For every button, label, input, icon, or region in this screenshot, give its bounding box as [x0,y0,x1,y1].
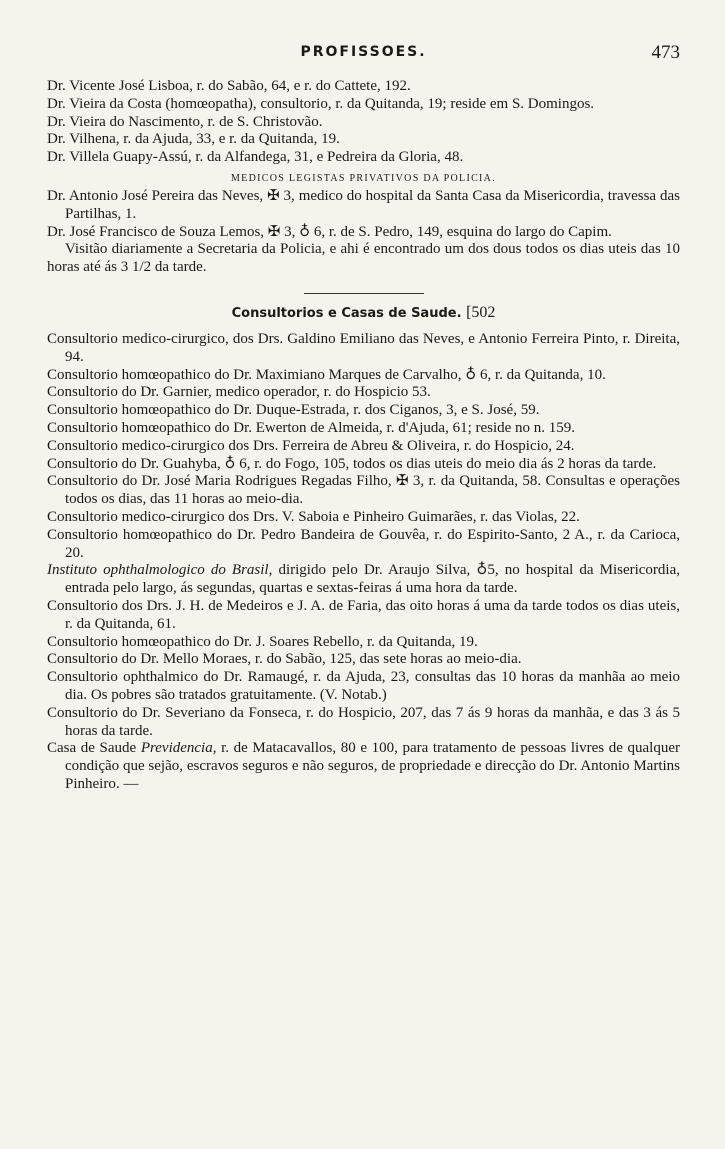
doctor-entry: Dr. Vicente José Lisboa, r. do Sabão, 64, e r. do Cattete, 192. [47,78,411,94]
consultorio-entry: Consultorio do Dr. Guahyba, ♁ 6, r. do Fogo, 105, todos os dias uteis do meio dia ás 2 horas da tarde. [47,455,657,472]
legista-entry: Dr. José Francisco de Souza Lemos, ✠ 3, ♁ 6, r. de S. Pedro, 149, esquina do largo do Capim. [47,223,612,240]
consultorio-entry: Instituto ophthalmologico do Brasil, dirigido pelo Dr. Araujo Silva, ♁5, no hospital da Misericordia, entrada pelo largo, ás segundas, quartas e sextas-feiras á uma hora da tarde. [47,562,681,597]
consultorio-entry: Consultorio medico-cirurgico, dos Drs. Galdino Emiliano das Neves, e Antonio Ferreira Pinto, r. Direita, 94. [47,330,680,365]
section-title [47,304,680,322]
doctor-entry: Dr. Vieira do Nascimento, r. de S. Christovão. [47,113,323,130]
consultorio-entry: Consultorio medico-cirurgico dos Drs. Ferreira de Abreu & Oliveira, r. do Hospicio, 24. [47,437,575,454]
consultorio-entry: Consultorio ophthalmico do Dr. Ramaugé, r. da Ajuda, 23, consultas das 10 horas da manhãa ao meio dia. Os pobres são tratados gratuitamente. (V. Notab.) [47,669,680,703]
consultorio-entry: Consultorio medico-cirurgico dos Drs. V. Saboia e Pinheiro Guimarães, r. das Violas, 22. [47,508,580,525]
consultorio-entry: Consultorio homœopathico do Dr. J. Soares Rebello, r. da Quitanda, 19. [47,633,478,650]
section-reference: [502 [466,303,496,321]
doctor-entry: Dr. Vieira da Costa (homœopatha), consultorio, r. da Quitanda, 19; reside em S. Domingos. [47,95,595,112]
legistas-list [47,188,680,277]
section-divider [304,293,424,294]
page-header [47,38,680,68]
legista-entry: Dr. Antonio José Pereira das Neves, ✠ 3, medico do hospital da Santa Casa da Misericordia, travessa das Partilhas, 1. [47,187,680,222]
consultorio-entry: Consultorio homœopathico do Dr. Maximiano Marques de Carvalho, ♁ 6, r. da Quitanda, 10. [47,366,606,383]
consultorio-entry: Consultorio do Dr. Garnier, medico operador, r. do Hospicio 53. [47,384,431,401]
consultorio-entry: Consultorio homœopathico do Dr. Ewerton de Almeida, r. d'Ajuda, 61; reside no n. 159. [47,419,576,436]
consultorio-entry: Consultorio do Dr. Severiano da Fonseca, r. do Hospicio, 207, das 7 ás 9 horas da manhãa, e das 3 ás 5 horas da tarde. [47,704,680,739]
doctor-list [47,78,680,167]
consultorio-entry: Consultorio do Dr. José Maria Rodrigues Regadas Filho, ✠ 3, r. da Quitanda, 58. Consultas e operações todos os dias, das 11 horas ao meio-dia. [47,473,680,508]
doctor-entry: Dr. Vilhena, r. da Ajuda, 33, e r. da Quitanda, 19. [47,131,340,148]
page-body [47,76,680,794]
consultorio-entry: Casa de Saude Previdencia, r. de Matacavallos, 80 e 100, para tratamento de pessoas livres de qualquer condição que sejão, escravos seguros e não seguros, de propriedade e direcção do Dr. Antonio Martins Pinheiro. — [47,740,680,792]
consultorio-entry: Consultorio dos Drs. J. H. de Medeiros e J. A. de Faria, das oito horas á uma da tarde todos os dias uteis, r. da Quitanda, 61. [47,597,680,632]
running-head: PROFISSOES. [300,44,427,60]
consultorio-entry: Consultorio do Dr. Mello Moraes, r. do Sabão, 125, das sete horas ao meio-dia. [47,651,522,668]
page-number: 473 [651,42,680,63]
legistas-note: Visitão diariamente a Secretaria da Policia, e ahi é encontrado um dos dous todos os dias uteis das 10 horas até ás 3 1/2 da tarde. [47,241,680,276]
consultorio-entry: Consultorio homœopathico do Dr. Pedro Bandeira de Gouvêa, r. do Espirito-Santo, 2 A., r. da Carioca, 20. [47,526,680,561]
section-title-text: Consultorios e Casas de Saude. [231,305,462,321]
legistas-heading: MEDICOS LEGISTAS PRIVATIVOS DA POLICIA. [230,172,496,184]
consultorio-entry: Consultorio homœopathico do Dr. Duque-Estrada, r. dos Ciganos, 3, e S. José, 59. [47,402,540,419]
consultorios-list [47,331,680,794]
doctor-entry: Dr. Villela Guapy-Assú, r. da Alfandega, 31, e Pedreira da Gloria, 48. [47,149,464,166]
